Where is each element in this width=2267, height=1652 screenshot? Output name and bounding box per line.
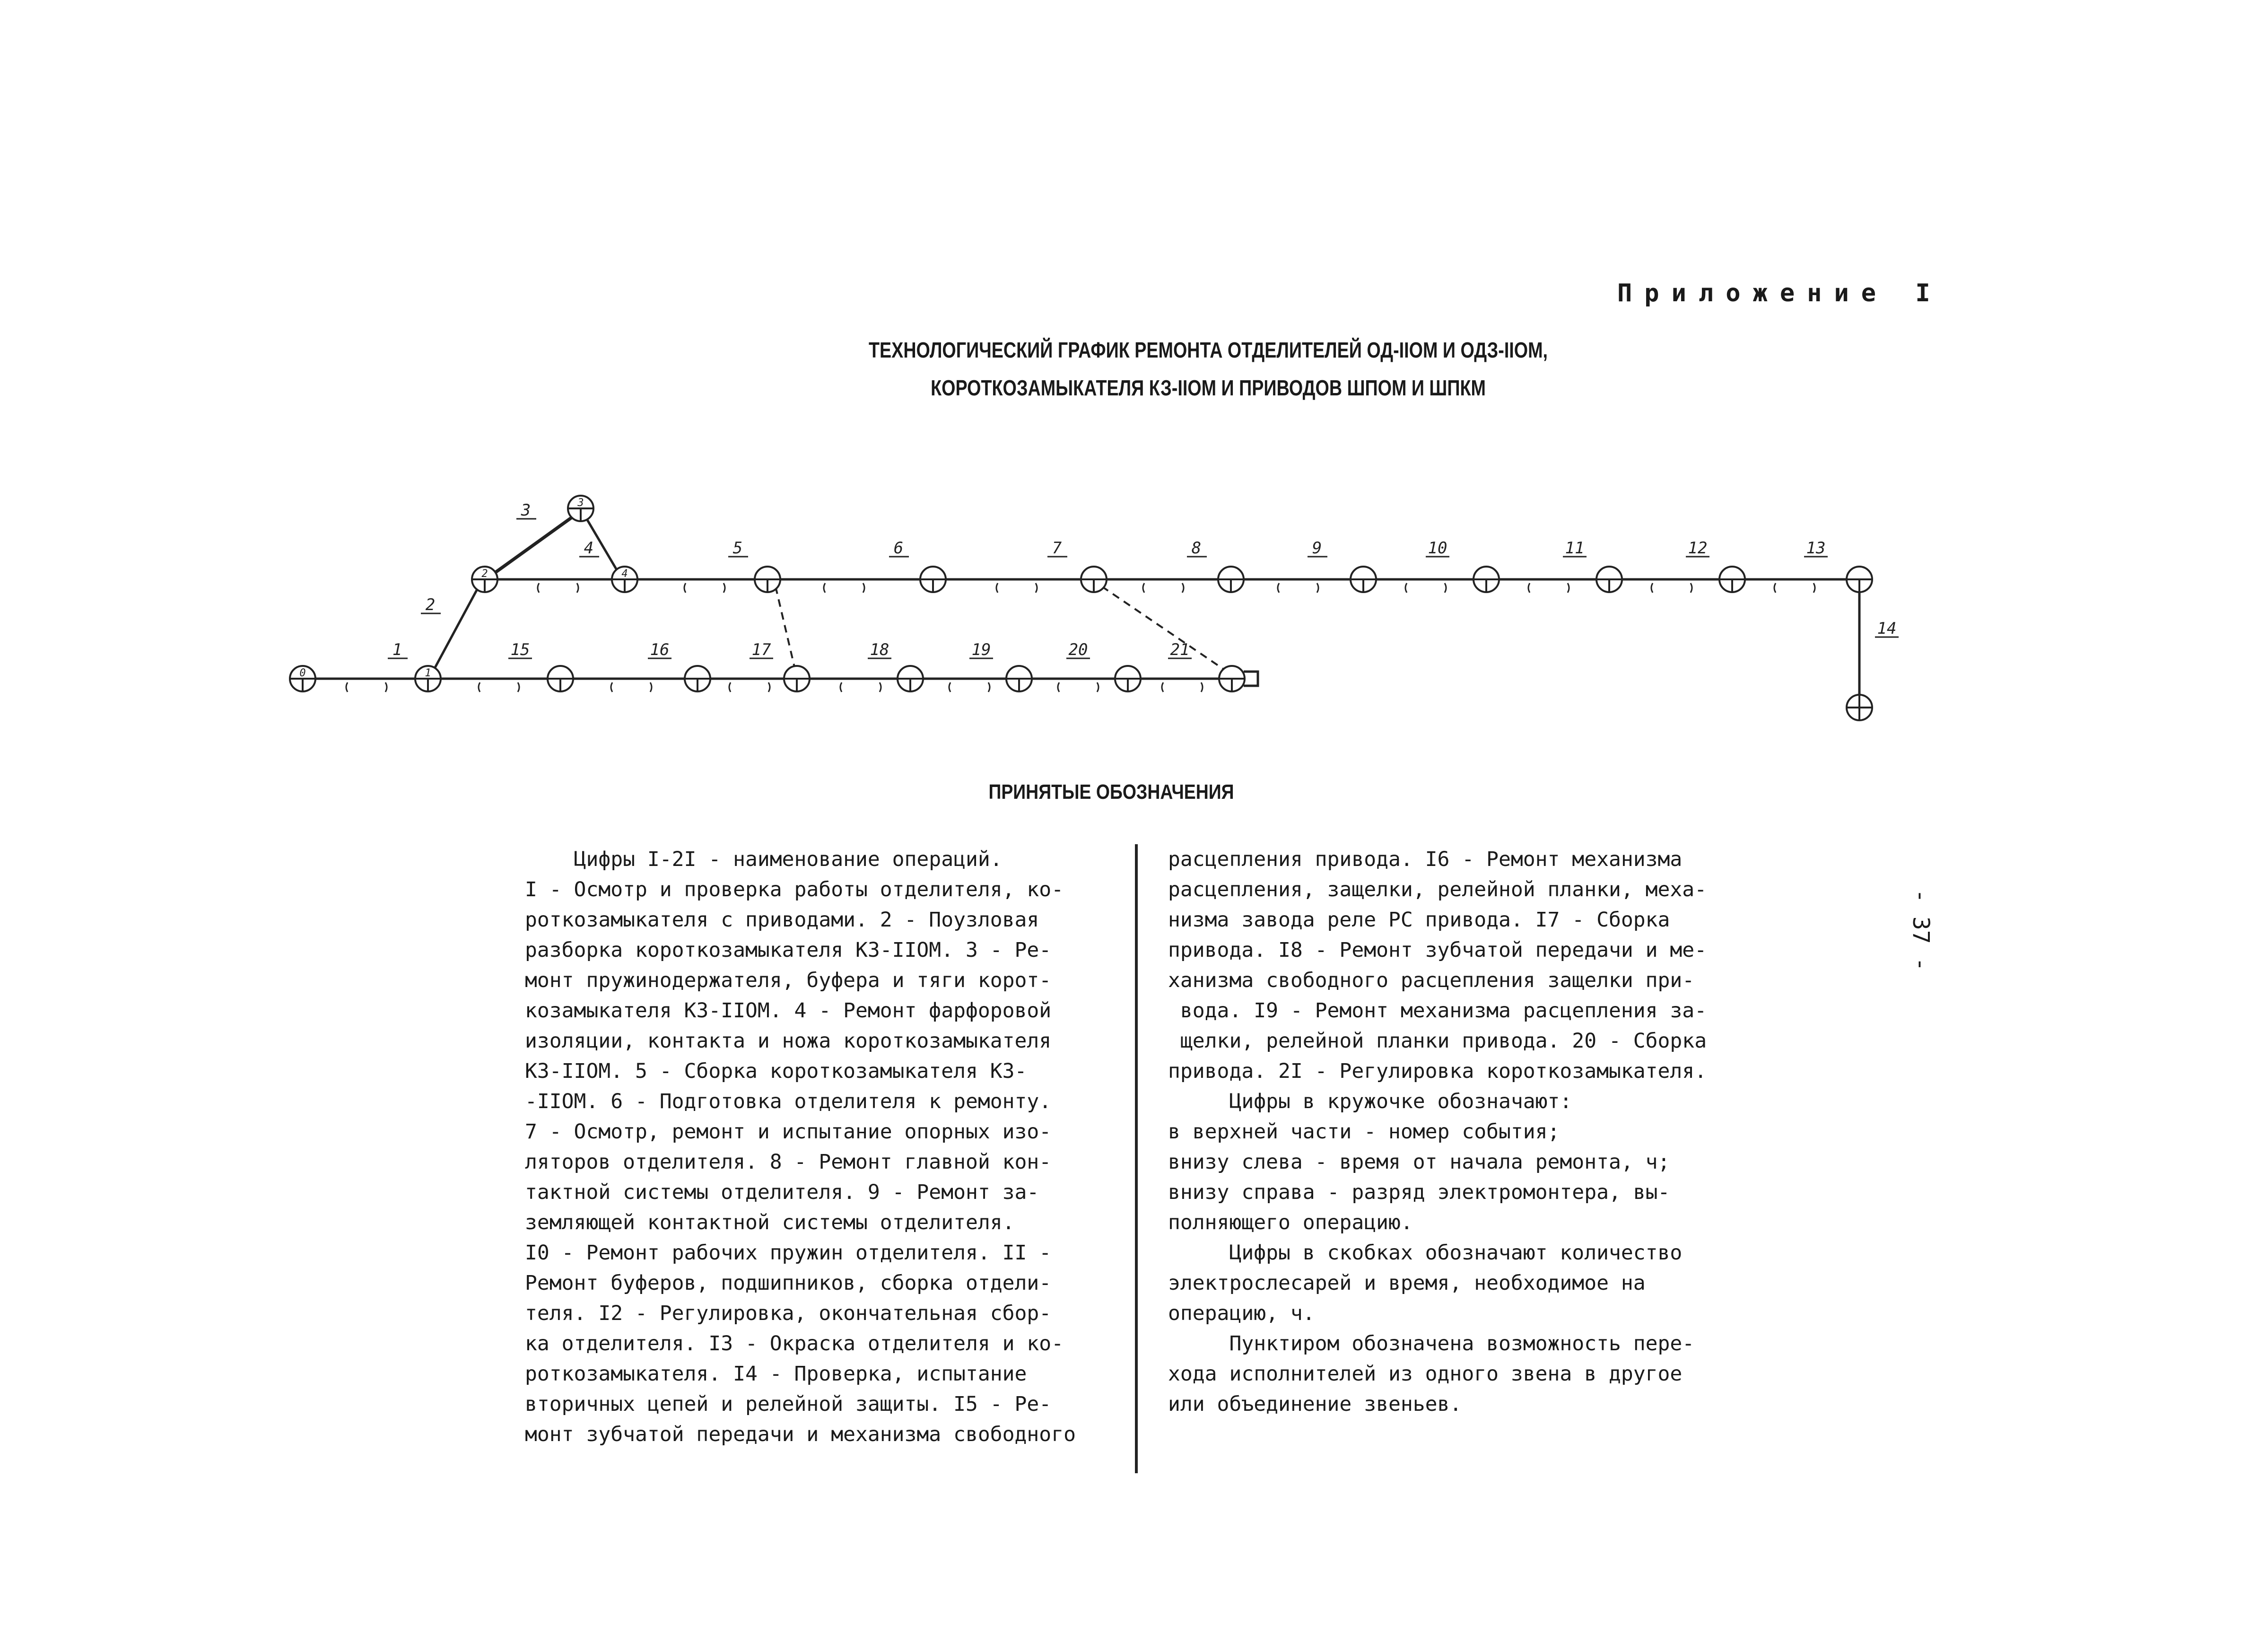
op-label-17: 17	[751, 640, 771, 659]
op-label-21: 21	[1170, 640, 1190, 659]
op-label-1: 1	[392, 640, 402, 659]
op-label-10: 10	[1428, 539, 1447, 558]
event-node	[1006, 666, 1032, 691]
event-node	[1847, 695, 1872, 720]
event-node	[1218, 567, 1244, 592]
event-node	[1219, 666, 1245, 691]
op-label-9: 9	[1312, 539, 1322, 558]
event-node	[755, 567, 780, 592]
op-label-12: 12	[1688, 539, 1708, 558]
op-label-16: 16	[650, 640, 670, 659]
op-label-20: 20	[1068, 640, 1088, 659]
event-number: 3	[577, 497, 584, 509]
op-label-5: 5	[732, 539, 743, 558]
op-label-13: 13	[1806, 539, 1826, 558]
op-label-2: 2	[425, 595, 436, 614]
legend-left-column: Цифры I-2I - наименование операций. I - Осмотр и проверка работы отделителя, ко- роткозамыкателя с приводами. 2 - Поузловая разборка короткозамыкателя КЗ-IIОМ. 3 - Ре- монт пружинодержателя, буфера и тяги корот- козамыкателя КЗ-IIОМ. 4 - Ремонт фарфоровой изоляции, контакта и ножа короткозамыкателя КЗ-IIОМ. 5 - Сборка короткозамыкателя КЗ- -IIОМ. 6 - Подготовка отделителя к ремонту. 7 - Осмотр, ремонт и испытание опорных изо- ляторов отделителя. 8 - Ремонт главной кон- тактной системы отделителя. 9 - Ремонт за- земляющей контактной системы отделителя. I0 - Ремонт рабочих пружин отделителя. II - Ремонт буферов, подшипников, сборка отдели- теля. I2 - Регулировка, окончательная сбор- ка отделителя. I3 - Окраска отделителя и ко- роткозамыкателя. I4 - Проверка, испытание вторичных цепей и релейной защиты. I5 - Ре- монт зубчатой передачи и механизма свободного	[525, 848, 1076, 1446]
event-node	[1474, 567, 1499, 592]
event-node	[1351, 567, 1376, 592]
event-node	[548, 666, 573, 691]
op-label-19: 19	[971, 640, 991, 659]
event-node	[1719, 567, 1745, 592]
column-divider	[1135, 844, 1138, 1473]
op-label-6: 6	[893, 539, 904, 558]
page-number: - 37 -	[1908, 889, 1934, 971]
event-node	[1847, 567, 1872, 592]
op-label-14: 14	[1877, 619, 1897, 638]
network-diagram	[0, 0, 2267, 738]
appendix-label: Приложение I	[1617, 279, 1943, 307]
edge-2	[430, 578, 483, 676]
title-line-2: КОРОТКОЗАМЫКАТЕЛЯ КЗ-IIОМ И ПРИВОДОВ ШПОМ И ШПКМ	[931, 376, 1486, 400]
event-node	[1081, 567, 1107, 592]
event-number: 0	[299, 667, 306, 679]
network-nodes	[290, 496, 1872, 720]
title-line-1: ТЕХНОЛОГИЧЕСКИЙ ГРАФИК РЕМОНТА ОТДЕЛИТЕЛЕЙ ОД-IIОМ И ОДЗ-IIОМ,	[868, 338, 1548, 362]
op-label-18: 18	[870, 640, 889, 659]
event-number: 4	[621, 568, 628, 580]
op-label-11: 11	[1565, 539, 1585, 558]
op-label-3: 3	[521, 501, 531, 520]
event-number: 1	[425, 667, 431, 679]
legend-title: ПРИНЯТЫЕ ОБОЗНАЧЕНИЯ	[988, 780, 1234, 804]
dashed-7-21	[1102, 586, 1227, 672]
event-node	[898, 666, 923, 691]
event-node	[920, 567, 946, 592]
event-node	[685, 666, 710, 691]
edge-3	[496, 516, 573, 572]
op-label-4: 4	[584, 539, 594, 558]
event-node	[1596, 567, 1622, 592]
event-node	[1115, 666, 1141, 691]
op-label-8: 8	[1191, 539, 1202, 558]
dashed-5-17	[776, 586, 794, 667]
op-label-15: 15	[510, 640, 530, 659]
legend-right-column: расцепления привода. I6 - Ремонт механизма расцепления, защелки, релейной планки, меха- низма завода реле РС привода. I7 - Сборка привода. I8 - Ремонт зубчатой передачи и ме- ханизма свободного расцепления защелки при- вода. I9 - Ремонт механизма расцепления за- щелки, релейной планки привода. 20 - Сборка привода. 2I - Регулировка короткозамыкателя. Цифры в кружочке обозначают: в верхней части - номер события; внизу слева - время от начала ремонта, ч; внизу справа - разряд электромонтера, вы- полняющего операцию. Цифры в скобках обозначают количество электрослесарей и время, необходимое на операцию, ч. Пунктиром обозначена возможность пере- хода исполнителей из одного звена в другое или объединение звеньев.	[1168, 848, 1707, 1416]
op-label-7: 7	[1052, 539, 1062, 558]
network-edges	[314, 516, 1859, 738]
event-node	[784, 666, 810, 691]
edge-end-bracket	[1244, 672, 1258, 686]
dashed-dependencies	[776, 586, 1227, 672]
event-number: 2	[481, 568, 488, 580]
